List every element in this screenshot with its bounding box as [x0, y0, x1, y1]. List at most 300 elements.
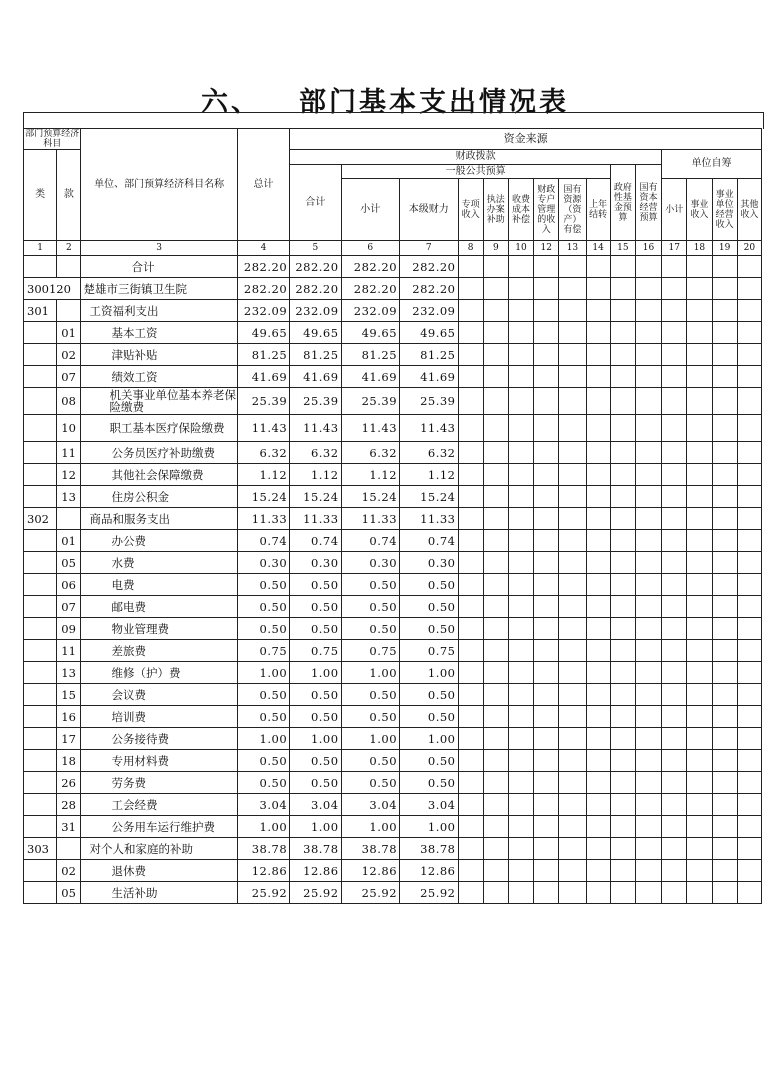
empty-cell: [635, 706, 661, 728]
empty-cell: [687, 860, 712, 882]
amount-cell: 232.09: [341, 300, 399, 322]
kuan-cell: 15: [57, 684, 81, 706]
kuan-cell: 05: [57, 552, 81, 574]
name-cell: 生活补助: [81, 882, 237, 904]
amount-cell: 0.50: [400, 750, 458, 772]
amount-cell: 0.50: [290, 596, 341, 618]
column-number: 2: [57, 241, 81, 256]
name-cell: 电费: [81, 574, 237, 596]
amount-cell: 0.30: [290, 552, 341, 574]
empty-cell: [712, 618, 737, 640]
table-row: [24, 750, 762, 772]
table-row: [24, 794, 762, 816]
empty-cell: [635, 596, 661, 618]
amount-cell: 0.74: [400, 530, 458, 552]
empty-cell: [483, 684, 508, 706]
amount-cell: 0.50: [400, 684, 458, 706]
empty-cell: [534, 838, 559, 860]
empty-cell: [508, 415, 533, 442]
kuan-cell: 13: [57, 486, 81, 508]
title-number: 六、: [201, 87, 261, 118]
empty-cell: [737, 442, 761, 464]
empty-cell: [458, 596, 483, 618]
kuan-header: 款: [57, 150, 81, 241]
name-cell: 机关事业单位基本养老保险缴费: [81, 388, 237, 415]
empty-cell: [483, 530, 508, 552]
empty-cell: [534, 486, 559, 508]
empty-cell: [712, 552, 737, 574]
column-number: 14: [586, 241, 610, 256]
empty-cell: [559, 344, 586, 366]
kuan-cell: 12: [57, 464, 81, 486]
kuan-cell: [57, 838, 81, 860]
total-header: 总计: [237, 129, 289, 241]
empty-cell: [458, 640, 483, 662]
empty-cell: [559, 596, 586, 618]
empty-cell: [534, 552, 559, 574]
empty-cell: [508, 508, 533, 530]
table-row: [24, 530, 762, 552]
table-row: [24, 300, 762, 322]
column-number: 17: [662, 241, 687, 256]
empty-cell: [534, 300, 559, 322]
table-row: [24, 388, 762, 415]
empty-cell: [712, 772, 737, 794]
empty-cell: [458, 415, 483, 442]
empty-cell: [458, 442, 483, 464]
empty-cell: [586, 772, 610, 794]
amount-cell: 0.50: [341, 750, 399, 772]
empty-cell: [559, 684, 586, 706]
amount-cell: 1.12: [400, 464, 458, 486]
name-cell: 津贴补贴: [81, 344, 237, 366]
amount-cell: 282.20: [400, 278, 458, 300]
empty-cell: [610, 640, 635, 662]
amount-cell: 0.50: [290, 684, 341, 706]
table-row: [24, 442, 762, 464]
empty-cell: [586, 508, 610, 530]
amount-cell: 11.43: [400, 415, 458, 442]
empty-cell: [483, 618, 508, 640]
column-number: 19: [712, 241, 737, 256]
lei-cell: [24, 640, 57, 662]
lei-cell: [24, 388, 57, 415]
kuan-cell: 07: [57, 596, 81, 618]
empty-cell: [458, 344, 483, 366]
empty-cell: [508, 838, 533, 860]
empty-cell: [508, 366, 533, 388]
amount-cell: 11.33: [400, 508, 458, 530]
amount-cell: 0.50: [290, 618, 341, 640]
enforcement-header: 执法办案补助: [483, 179, 508, 241]
lei-cell: [24, 618, 57, 640]
empty-cell: [610, 882, 635, 904]
amount-cell: 282.20: [237, 278, 289, 300]
amount-cell: 49.65: [400, 322, 458, 344]
amount-cell: 12.86: [341, 860, 399, 882]
amount-cell: 1.00: [341, 816, 399, 838]
lei-header: 类: [24, 150, 57, 241]
amount-cell: 0.50: [237, 750, 289, 772]
empty-cell: [483, 278, 508, 300]
empty-cell: [662, 596, 687, 618]
empty-cell: [662, 640, 687, 662]
empty-cell: [737, 750, 761, 772]
empty-cell: [559, 464, 586, 486]
empty-cell: [483, 816, 508, 838]
lei-cell: [24, 464, 57, 486]
empty-cell: [687, 486, 712, 508]
empty-cell: [687, 508, 712, 530]
empty-cell: [610, 552, 635, 574]
title-text: 部门基本支出情况表: [299, 87, 569, 118]
empty-cell: [712, 596, 737, 618]
amount-cell: 282.20: [237, 256, 289, 278]
table-row: [24, 706, 762, 728]
table-top-band: [23, 112, 764, 129]
kuan-cell: 10: [57, 415, 81, 442]
empty-cell: [610, 442, 635, 464]
empty-cell: [687, 552, 712, 574]
empty-cell: [737, 464, 761, 486]
table-row: [24, 486, 762, 508]
empty-cell: [458, 728, 483, 750]
empty-cell: [610, 860, 635, 882]
empty-cell: [635, 508, 661, 530]
column-number: 18: [687, 241, 712, 256]
empty-cell: [586, 464, 610, 486]
empty-cell: [635, 772, 661, 794]
amount-cell: 0.50: [400, 772, 458, 794]
empty-cell: [534, 442, 559, 464]
empty-cell: [586, 838, 610, 860]
empty-cell: [687, 464, 712, 486]
amount-cell: 282.20: [341, 278, 399, 300]
empty-cell: [737, 366, 761, 388]
empty-cell: [534, 596, 559, 618]
amount-cell: 15.24: [290, 486, 341, 508]
empty-cell: [712, 300, 737, 322]
table-row: [24, 860, 762, 882]
amount-cell: 11.43: [237, 415, 289, 442]
empty-cell: [458, 322, 483, 344]
empty-cell: [586, 530, 610, 552]
empty-cell: [534, 662, 559, 684]
empty-cell: [483, 464, 508, 486]
table-row: [24, 552, 762, 574]
empty-cell: [737, 256, 761, 278]
empty-cell: [687, 322, 712, 344]
empty-cell: [508, 596, 533, 618]
amount-cell: 0.50: [341, 684, 399, 706]
unit-xiaoji-header: 小计: [662, 179, 687, 241]
name-column-header: 单位、部门预算经济科目名称: [81, 129, 237, 241]
empty-cell: [508, 794, 533, 816]
empty-cell: [483, 728, 508, 750]
empty-cell: [483, 750, 508, 772]
empty-cell: [662, 322, 687, 344]
empty-cell: [458, 530, 483, 552]
career-operating-header: 事业单位经营收入: [712, 179, 737, 241]
empty-cell: [508, 728, 533, 750]
empty-cell: [712, 794, 737, 816]
empty-cell: [610, 415, 635, 442]
empty-cell: [586, 794, 610, 816]
table-row: [24, 728, 762, 750]
name-cell: 绩效工资: [81, 366, 237, 388]
kuan-cell: 11: [57, 640, 81, 662]
table-row: [24, 662, 762, 684]
amount-cell: 0.50: [237, 706, 289, 728]
empty-cell: [610, 772, 635, 794]
empty-cell: [610, 530, 635, 552]
amount-cell: 25.92: [237, 882, 289, 904]
amount-cell: 282.20: [290, 256, 341, 278]
lei-cell: [24, 662, 57, 684]
amount-cell: 0.50: [341, 618, 399, 640]
empty-cell: [737, 816, 761, 838]
amount-cell: 6.32: [237, 442, 289, 464]
amount-cell: 0.30: [341, 552, 399, 574]
amount-cell: 0.50: [237, 618, 289, 640]
empty-cell: [508, 662, 533, 684]
amount-cell: 0.50: [341, 772, 399, 794]
empty-cell: [508, 772, 533, 794]
empty-cell: [458, 278, 483, 300]
kuan-cell: 18: [57, 750, 81, 772]
empty-cell: [534, 256, 559, 278]
state-assets-header: 国有资源（资产）有偿: [559, 179, 586, 241]
lei-cell: [24, 684, 57, 706]
empty-cell: [458, 662, 483, 684]
name-cell: 维修（护）费: [81, 662, 237, 684]
empty-cell: [662, 552, 687, 574]
amount-cell: 0.50: [237, 684, 289, 706]
empty-cell: [458, 574, 483, 596]
amount-cell: 0.50: [290, 750, 341, 772]
amount-cell: 25.92: [400, 882, 458, 904]
empty-cell: [662, 464, 687, 486]
table-row: [24, 618, 762, 640]
empty-cell: [586, 256, 610, 278]
amount-cell: 1.00: [237, 662, 289, 684]
name-cell: 基本工资: [81, 322, 237, 344]
name-cell: 商品和服务支出: [81, 508, 237, 530]
empty-cell: [662, 618, 687, 640]
empty-cell: [559, 816, 586, 838]
name-cell: 工资福利支出: [81, 300, 237, 322]
amount-cell: 81.25: [400, 344, 458, 366]
empty-cell: [483, 442, 508, 464]
column-number: 5: [290, 241, 341, 256]
unit-self-header: 单位自筹: [662, 150, 762, 179]
empty-cell: [534, 388, 559, 415]
empty-cell: [635, 816, 661, 838]
empty-cell: [534, 278, 559, 300]
amount-cell: 1.00: [400, 816, 458, 838]
lei-cell: 303: [24, 838, 57, 860]
empty-cell: [712, 322, 737, 344]
empty-cell: [737, 706, 761, 728]
empty-cell: [483, 794, 508, 816]
empty-cell: [534, 508, 559, 530]
empty-cell: [483, 508, 508, 530]
empty-cell: [458, 618, 483, 640]
lei-cell: [24, 706, 57, 728]
empty-cell: [559, 530, 586, 552]
amount-cell: 0.75: [400, 640, 458, 662]
table-row: [24, 366, 762, 388]
column-number: 15: [610, 241, 635, 256]
empty-cell: [687, 442, 712, 464]
gov-fund-header: 政府性基金预算: [610, 165, 635, 241]
empty-cell: [534, 794, 559, 816]
empty-cell: [635, 344, 661, 366]
empty-cell: [662, 728, 687, 750]
amount-cell: 81.25: [290, 344, 341, 366]
empty-cell: [712, 278, 737, 300]
column-number: 9: [483, 241, 508, 256]
empty-cell: [483, 415, 508, 442]
empty-cell: [635, 552, 661, 574]
empty-cell: [586, 278, 610, 300]
empty-cell: [687, 684, 712, 706]
amount-cell: 3.04: [237, 794, 289, 816]
empty-cell: [586, 300, 610, 322]
empty-cell: [508, 882, 533, 904]
name-cell: 对个人和家庭的补助: [81, 838, 237, 860]
empty-cell: [458, 256, 483, 278]
empty-cell: [662, 300, 687, 322]
column-number: 4: [237, 241, 289, 256]
empty-cell: [610, 750, 635, 772]
kuan-cell: 01: [57, 322, 81, 344]
table-row: [24, 278, 762, 300]
empty-cell: [559, 882, 586, 904]
kuan-cell: 31: [57, 816, 81, 838]
empty-cell: [610, 618, 635, 640]
empty-cell: [687, 278, 712, 300]
lei-cell: 301: [24, 300, 57, 322]
empty-cell: [635, 278, 661, 300]
empty-cell: [534, 684, 559, 706]
amount-cell: 11.43: [341, 415, 399, 442]
empty-cell: [483, 344, 508, 366]
empty-cell: [712, 640, 737, 662]
empty-cell: [610, 464, 635, 486]
amount-cell: 41.69: [341, 366, 399, 388]
empty-cell: [687, 728, 712, 750]
empty-cell: [534, 882, 559, 904]
amount-cell: 11.43: [290, 415, 341, 442]
empty-cell: [559, 750, 586, 772]
empty-cell: [737, 322, 761, 344]
empty-cell: [559, 415, 586, 442]
name-cell: 专用材料费: [81, 750, 237, 772]
lei-cell: [24, 882, 57, 904]
empty-cell: [737, 838, 761, 860]
name-cell: 工会经费: [81, 794, 237, 816]
column-number: 10: [508, 241, 533, 256]
amount-cell: 11.33: [237, 508, 289, 530]
name-cell: 办公费: [81, 530, 237, 552]
empty-cell: [508, 618, 533, 640]
empty-cell: [586, 882, 610, 904]
empty-cell: [483, 486, 508, 508]
amount-cell: 15.24: [237, 486, 289, 508]
kuan-cell: 02: [57, 860, 81, 882]
amount-cell: 25.39: [290, 388, 341, 415]
general-budget-header: 一般公共预算: [341, 165, 610, 179]
kuan-cell: 05: [57, 882, 81, 904]
xiaoji-header: 小计: [341, 179, 399, 241]
kuan-cell: 06: [57, 574, 81, 596]
kuan-cell: 08: [57, 388, 81, 415]
kuan-cell: 16: [57, 706, 81, 728]
name-cell: 劳务费: [81, 772, 237, 794]
other-income-header: 其他收入: [737, 179, 761, 241]
kuan-cell: 28: [57, 794, 81, 816]
lei-cell: [24, 728, 57, 750]
empty-cell: [483, 662, 508, 684]
empty-cell: [610, 388, 635, 415]
empty-cell: [508, 816, 533, 838]
empty-cell: [712, 882, 737, 904]
column-number: 6: [341, 241, 399, 256]
empty-cell: [610, 322, 635, 344]
column-number: 12: [534, 241, 559, 256]
amount-cell: 25.39: [237, 388, 289, 415]
state-capital-header: 国有资本经营预算: [635, 165, 661, 241]
amount-cell: 12.86: [400, 860, 458, 882]
empty-cell: [737, 300, 761, 322]
empty-cell: [508, 300, 533, 322]
amount-cell: 0.50: [290, 706, 341, 728]
kuan-cell: 02: [57, 344, 81, 366]
lei-cell: [24, 415, 57, 442]
table-row: [24, 415, 762, 442]
empty-cell: [737, 530, 761, 552]
empty-cell: [687, 882, 712, 904]
empty-cell: [586, 415, 610, 442]
empty-cell: [687, 772, 712, 794]
amount-cell: 38.78: [341, 838, 399, 860]
lei-cell: [24, 366, 57, 388]
empty-cell: [712, 838, 737, 860]
empty-cell: [712, 442, 737, 464]
amount-cell: 0.50: [400, 596, 458, 618]
amount-cell: 49.65: [290, 322, 341, 344]
amount-cell: 41.69: [290, 366, 341, 388]
empty-cell: [635, 442, 661, 464]
amount-cell: 0.50: [237, 574, 289, 596]
empty-cell: [737, 486, 761, 508]
lei-cell: 302: [24, 508, 57, 530]
empty-cell: [508, 442, 533, 464]
name-cell: 水费: [81, 552, 237, 574]
empty-cell: [534, 322, 559, 344]
empty-cell: [610, 662, 635, 684]
empty-cell: [508, 706, 533, 728]
lei-cell: [24, 256, 57, 278]
empty-cell: [662, 794, 687, 816]
amount-cell: 0.50: [341, 574, 399, 596]
table-row: [24, 508, 762, 530]
amount-cell: 1.00: [290, 728, 341, 750]
amount-cell: 232.09: [237, 300, 289, 322]
table-row: [24, 684, 762, 706]
amount-cell: 0.75: [341, 640, 399, 662]
